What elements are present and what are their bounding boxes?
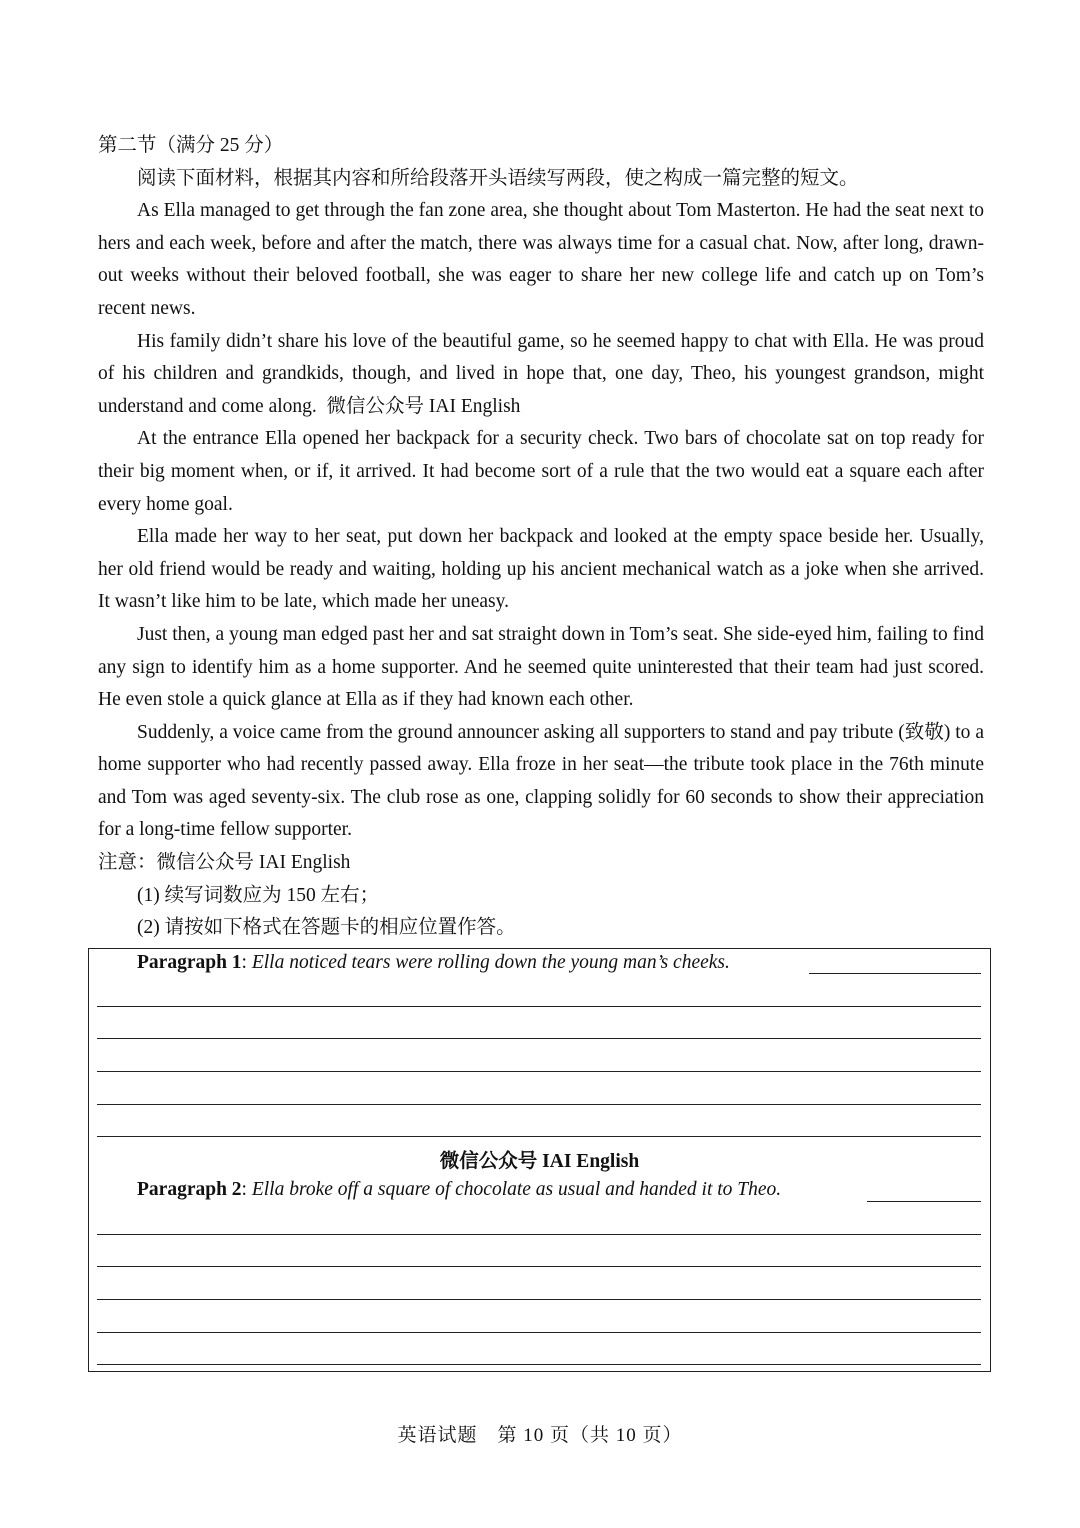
notes-heading [98, 847, 984, 880]
story-paragraph-2 [98, 326, 984, 424]
paragraph-1-prompt: Paragraph 1: Ella noticed tears were rolling down the young man’s cheeks. [137, 952, 730, 973]
writing-line[interactable] [97, 1266, 981, 1267]
notes-watermark: 微信公众号 IAI English [156, 852, 351, 874]
note-item-2: (2) 请按如下格式在答题卡的相应位置作答。 [137, 917, 516, 939]
paragraph-1-opening: Ella noticed tears were rolling down the young man’s cheeks. [251, 952, 730, 973]
story-paragraph-2-text: His family didn’t share his love of the beautiful game, so he seemed happy to chat with Ella. He was proud of his children and grandkids, though, and lived in hope that, one day, Theo, his youngest grandson, might understand and come along. [98, 330, 984, 417]
center-watermark: 微信公众号 IAI English [439, 1151, 640, 1172]
answer-box [88, 948, 991, 1372]
writing-line[interactable] [97, 1364, 981, 1365]
story-paragraph-4: Ella made her way to her seat, put down her backpack and looked at the empty space beside her. Usually, her old friend would be ready and waiting, holding up his ancient mechanical watch as a joke when she arrived. It wasn’t like him to be late, which made her uneasy. [98, 526, 984, 613]
writing-line[interactable] [97, 1299, 981, 1300]
writing-line[interactable] [97, 1332, 981, 1333]
writing-line[interactable] [97, 1038, 981, 1039]
writing-line[interactable] [97, 1136, 981, 1137]
story-paragraph-5: Just then, a young man edged past her and sat straight down in Tom’s seat. She side-eyed him, failing to find any sign to identify him as a home supporter. And he seemed quite uninterested that their team had just scored. He even stole a quick glance at Ella as if they had known each other. [98, 623, 984, 711]
paragraph-1-label: Paragraph 1 [137, 952, 242, 973]
paragraph-1-blank[interactable] [809, 973, 981, 974]
instruction: 阅读下面材料，根据其内容和所给段落开头语续写两段，使之构成一篇完整的短文。 [137, 167, 859, 189]
section-title: 第二节（满分 25 分） [98, 135, 284, 156]
story-paragraph-3: At the entrance Ella opened her backpack for a security check. Two bars of chocolate sat on top ready for their big moment when, or if, it arrived. It had become sort of a rule that the two would eat a square each after every home goal. [98, 428, 984, 515]
writing-line[interactable] [97, 1234, 981, 1235]
page-footer: 英语试题 第 10 页（共 10 页） [397, 1425, 683, 1446]
reading-material [98, 130, 984, 945]
writing-line[interactable] [97, 1006, 981, 1007]
paragraph-2-label: Paragraph 2 [137, 1179, 242, 1200]
writing-line[interactable] [97, 1071, 981, 1072]
story-paragraph-1: As Ella managed to get through the fan zone area, she thought about Tom Masterton. He had the seat next to hers and each week, before and after the match, there was always time for a casual chat. Now, after long, drawn-out weeks without their beloved football, she was eager to share her new college life and catch up on Tom’s recent news. [98, 200, 984, 319]
writing-line[interactable] [97, 1104, 981, 1105]
notes-label: 注意： [98, 852, 157, 874]
paragraph-2-prompt: Paragraph 2: Ella broke off a square of chocolate as usual and handed it to Theo. [137, 1179, 782, 1200]
inline-watermark: 微信公众号 IAI English [326, 395, 521, 417]
story-paragraph-6: Suddenly, a voice came from the ground announcer asking all supporters to stand and pay tribute (致敬) to a home supporter who had recently passed away. Ella froze in her seat—the tribute took place in the 76th minute and Tom was aged seventy-six. The club rose as one, clapping solidly for 60 seconds to show their appreciation for a long-time fellow supporter. [98, 721, 984, 841]
paragraph-2-opening: Ella broke off a square of chocolate as usual and handed it to Theo. [251, 1179, 782, 1200]
note-item-1: (1) 续写词数应为 150 左右； [137, 884, 380, 906]
paragraph-2-blank[interactable] [867, 1201, 981, 1202]
notes-section [98, 847, 984, 945]
